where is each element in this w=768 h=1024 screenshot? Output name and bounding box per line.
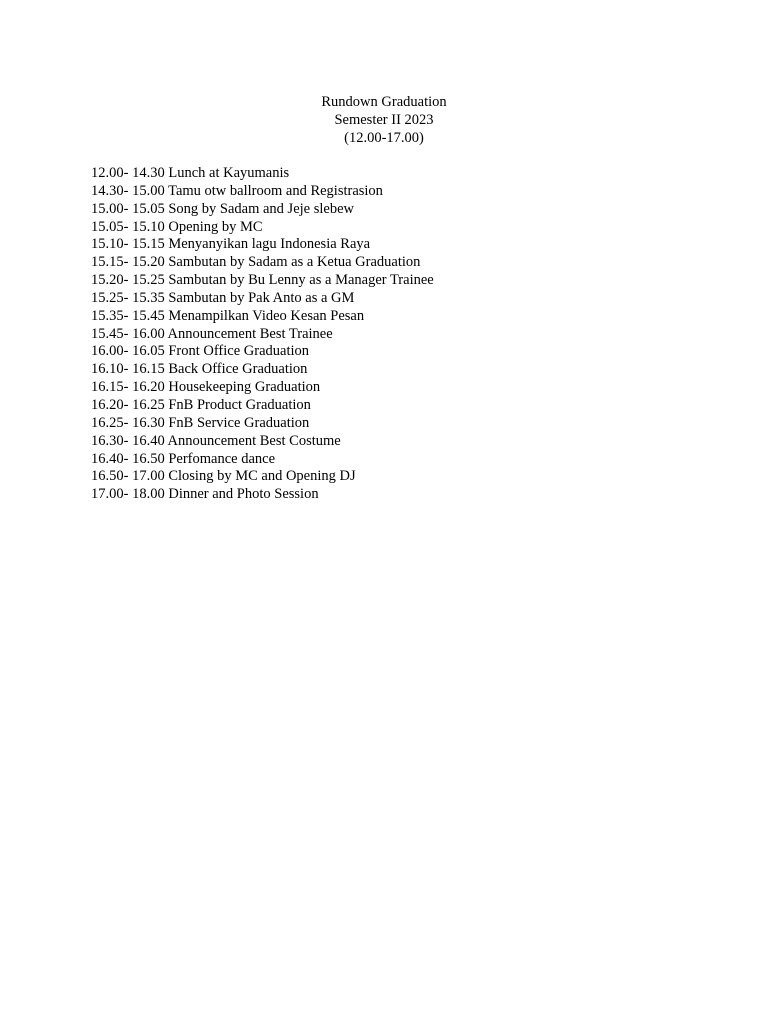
schedule-time: 15.15- 15.20 (91, 254, 165, 271)
schedule-time: 12.00- 14.30 (91, 165, 165, 181)
schedule-activity: Back Office Graduation (168, 361, 308, 378)
schedule-activity: Housekeeping Graduation (168, 379, 321, 396)
document-header (0, 93, 768, 147)
schedule-list (91, 165, 434, 504)
schedule-time: 15.25- 15.35 (91, 289, 165, 306)
schedule-time: 16.10- 16.15 (91, 361, 165, 378)
schedule-item (91, 219, 434, 237)
schedule-activity: Opening by MC (168, 218, 263, 235)
schedule-activity: FnB Product Graduation (168, 396, 311, 413)
schedule-item (91, 165, 434, 183)
schedule-time: 16.20- 16.25 (91, 396, 165, 413)
schedule-activity: Song by Sadam and Jeje slebew (168, 200, 354, 217)
schedule-activity: Sambutan by Pak Anto as a GM (168, 289, 355, 306)
schedule-activity: Dinner and Photo Session (168, 486, 319, 503)
schedule-activity: Closing by MC and Opening DJ (168, 468, 356, 485)
schedule-activity: Announcement Best Trainee (167, 325, 333, 342)
schedule-item (91, 415, 434, 433)
schedule-item (91, 451, 434, 469)
schedule-activity: Front Office Graduation (168, 343, 310, 360)
schedule-item (91, 379, 434, 397)
schedule-time: 14.30- 15.00 (91, 182, 165, 199)
schedule-time: 15.10- 15.15 (91, 236, 165, 253)
schedule-item (91, 397, 434, 415)
schedule-time: 15.20- 15.25 (91, 272, 165, 289)
schedule-activity: Tamu otw ballroom and Registrasion (168, 182, 383, 199)
schedule-activity: Lunch at Kayumanis (168, 165, 290, 181)
schedule-activity: Menampilkan Video Kesan Pesan (168, 307, 365, 324)
schedule-time: 16.30- 16.40 (91, 432, 165, 449)
schedule-time: 16.25- 16.30 (91, 414, 165, 431)
schedule-item (91, 201, 434, 219)
document-subtitle: Semester II 2023 (334, 112, 434, 128)
schedule-activity: Menyanyikan lagu Indonesia Raya (168, 236, 371, 253)
schedule-time: 15.45- 16.00 (91, 325, 165, 342)
schedule-item (91, 236, 434, 254)
schedule-item (91, 468, 434, 486)
schedule-item (91, 486, 434, 504)
schedule-time: 15.00- 15.05 (91, 200, 165, 217)
schedule-time: 15.05- 15.10 (91, 218, 165, 235)
schedule-time: 16.15- 16.20 (91, 379, 165, 396)
schedule-time: 15.35- 15.45 (91, 307, 165, 324)
document-time-range: (12.00-17.00) (344, 130, 424, 146)
schedule-item (91, 272, 434, 290)
schedule-activity: Sambutan by Sadam as a Ketua Graduation (168, 254, 421, 271)
schedule-activity: FnB Service Graduation (168, 414, 310, 431)
schedule-activity: Perfomance dance (168, 450, 276, 467)
schedule-time: 17.00- 18.00 (91, 486, 165, 503)
schedule-time: 16.50- 17.00 (91, 468, 165, 485)
document-title: Rundown Graduation (321, 94, 447, 110)
schedule-time: 16.40- 16.50 (91, 450, 165, 467)
schedule-activity: Announcement Best Costume (167, 432, 341, 449)
schedule-activity: Sambutan by Bu Lenny as a Manager Trainee (168, 272, 434, 289)
schedule-item (91, 183, 434, 201)
schedule-time: 16.00- 16.05 (91, 343, 165, 360)
schedule-item (91, 254, 434, 272)
schedule-item (91, 326, 434, 344)
schedule-item (91, 343, 434, 361)
schedule-item (91, 433, 434, 451)
schedule-item (91, 361, 434, 379)
schedule-item (91, 308, 434, 326)
schedule-item (91, 290, 434, 308)
